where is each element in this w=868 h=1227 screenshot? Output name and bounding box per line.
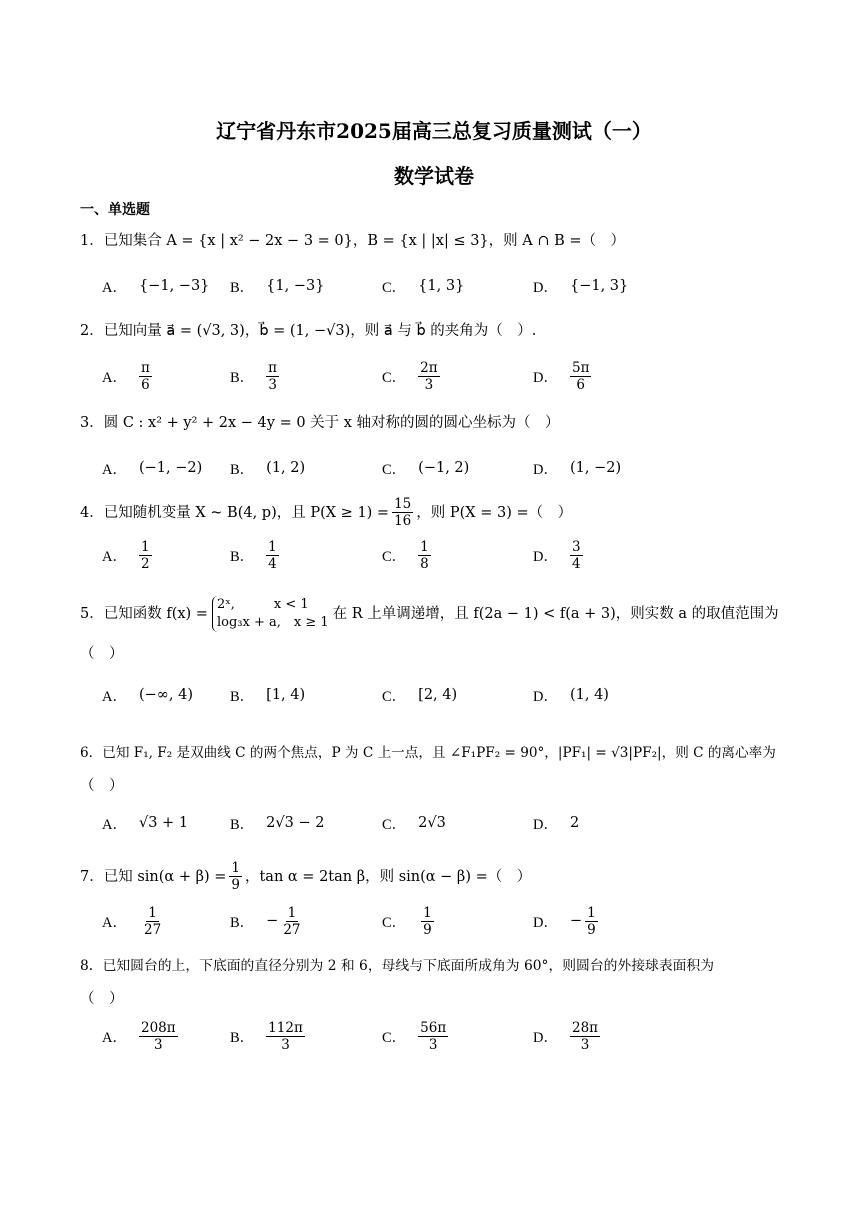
option-text: 2 xyxy=(569,815,580,831)
fraction xyxy=(570,539,583,572)
option-c[interactable] xyxy=(382,1018,448,1054)
question-8 xyxy=(80,955,790,1054)
denominator: 2 xyxy=(140,555,150,572)
question-text: 已知函数 f(x) = xyxy=(103,606,208,622)
numerator: 1 xyxy=(287,904,297,921)
fraction xyxy=(266,1020,305,1053)
denominator: 9 xyxy=(231,877,240,893)
question-number: 7． xyxy=(80,868,104,885)
denominator: 6 xyxy=(141,376,150,393)
option-label: C． xyxy=(382,279,407,296)
exam-title: 辽宁省丹东市2025届高三总复习质量测试（一） xyxy=(216,119,652,143)
fraction xyxy=(139,539,152,572)
numerator: 56π xyxy=(420,1019,447,1036)
option-label: A． xyxy=(102,914,127,931)
question-text: 在 R 上单调递增，且 f(2a − 1) < f(a + 3)，则实数 a 的取值范围为 xyxy=(332,606,779,622)
question-text: 已知向量 a⃗ = (√3, 3)，b⃗ = (1, −√3)，则 a⃗ 与 b⃗ 的夹角为（ ）. xyxy=(103,323,537,339)
numerator: π xyxy=(140,359,150,376)
option-label: C． xyxy=(382,548,407,565)
option-a[interactable] xyxy=(102,537,152,573)
option-b[interactable] xyxy=(230,677,305,713)
fraction xyxy=(421,905,434,938)
option-label: A． xyxy=(102,461,127,478)
fraction xyxy=(281,905,302,938)
denominator: 3 xyxy=(424,376,434,393)
option-c[interactable] xyxy=(382,903,434,939)
question-text: 已知随机变量 X ~ B(4, p)，且 P(X ≥ 1) = xyxy=(103,504,390,521)
question-3 xyxy=(80,412,790,486)
option-label: A． xyxy=(102,279,127,296)
option-b[interactable] xyxy=(230,268,324,304)
option-b[interactable] xyxy=(230,450,305,486)
denominator: 4 xyxy=(268,555,277,572)
option-label: D． xyxy=(533,369,558,386)
option-row xyxy=(80,903,790,939)
option-text: (1, 2) xyxy=(266,460,306,476)
option-c[interactable] xyxy=(382,450,469,486)
question-stem xyxy=(80,742,790,764)
option-b[interactable] xyxy=(230,358,279,394)
option-label: A． xyxy=(102,548,127,565)
option-text: 2√3 − 2 xyxy=(266,815,325,831)
numerator: 208π xyxy=(140,1019,176,1036)
question-4 xyxy=(80,496,790,573)
question-2 xyxy=(80,320,790,394)
question-text: ，则 P(X = 3) =（ ） xyxy=(416,504,573,521)
option-label: D． xyxy=(533,548,558,565)
numerator: 1 xyxy=(268,538,277,555)
option-row xyxy=(80,805,790,841)
option-text: (1, −2) xyxy=(569,460,622,476)
option-d[interactable] xyxy=(533,805,579,841)
option-text: (−1, 2) xyxy=(418,460,470,476)
option-label: B． xyxy=(230,816,255,833)
fraction xyxy=(229,860,242,893)
case-line: 2ˣ, x < 1 xyxy=(216,597,309,612)
option-a[interactable] xyxy=(102,450,202,486)
option-label: D． xyxy=(533,914,558,931)
denominator: 3 xyxy=(154,1036,163,1053)
numerator: 28π xyxy=(571,1019,599,1036)
option-a[interactable] xyxy=(102,677,193,713)
option-label: C． xyxy=(382,461,407,478)
denominator: 3 xyxy=(580,1036,590,1053)
denominator: 27 xyxy=(143,921,162,938)
option-label: B． xyxy=(230,1029,255,1046)
option-d[interactable] xyxy=(533,450,621,486)
fraction xyxy=(139,360,152,393)
option-d[interactable] xyxy=(533,537,583,573)
exam-subtitle: 数学试卷 xyxy=(394,164,474,188)
option-d[interactable] xyxy=(533,677,609,713)
option-c[interactable] xyxy=(382,537,431,573)
question-number: 8． xyxy=(80,958,103,974)
option-text: {−1, −3} xyxy=(138,278,210,294)
question-stem xyxy=(80,955,790,977)
option-label: A． xyxy=(102,369,127,386)
option-d[interactable] xyxy=(533,903,598,939)
option-row xyxy=(80,677,790,713)
denominator: 9 xyxy=(587,921,596,938)
case-line: log₃x + a, x ≥ 1 xyxy=(216,615,329,630)
option-text: [2, 4) xyxy=(418,687,458,703)
fraction xyxy=(142,905,163,938)
numerator: π xyxy=(268,359,278,376)
option-label: C． xyxy=(382,688,407,705)
option-text: {1, 3} xyxy=(418,278,465,294)
option-text: (−∞, 4) xyxy=(138,687,193,703)
option-label: A． xyxy=(102,1029,127,1046)
numerator: 1 xyxy=(587,904,596,921)
option-a[interactable] xyxy=(102,358,152,394)
option-text: (−1, −2) xyxy=(138,460,203,476)
option-label: C． xyxy=(382,914,407,931)
option-text: 2√3 xyxy=(418,815,446,831)
option-a[interactable] xyxy=(102,805,188,841)
fraction xyxy=(139,1020,178,1053)
question-1 xyxy=(80,230,790,304)
option-text: (1, 4) xyxy=(569,687,609,703)
numerator: 15 xyxy=(394,496,412,512)
question-stem xyxy=(80,412,790,434)
option-label: A． xyxy=(102,816,127,833)
fraction xyxy=(418,360,439,393)
numerator: 1 xyxy=(423,904,432,921)
option-a[interactable] xyxy=(102,1018,178,1054)
fraction xyxy=(418,539,431,572)
fraction xyxy=(585,905,598,938)
option-label: B． xyxy=(230,688,255,705)
fraction xyxy=(392,496,413,529)
minus-sign: − xyxy=(569,913,583,929)
option-label: D． xyxy=(533,816,558,833)
denominator: 3 xyxy=(281,1036,290,1053)
option-label: B． xyxy=(230,369,255,386)
option-row xyxy=(80,1018,790,1054)
question-text: 已知集合 A = {x | x² − 2x − 3 = 0}，B = {x | |x| ≤ 3}，则 A ∩ B =（ ） xyxy=(103,233,626,249)
numerator: 2π xyxy=(420,359,438,376)
option-c[interactable] xyxy=(382,805,446,841)
option-a[interactable] xyxy=(102,268,209,304)
fraction xyxy=(418,1020,448,1053)
question-text: ，tan α = 2tan β，则 sin(α − β) =（ ） xyxy=(244,868,532,885)
denominator: 6 xyxy=(576,376,586,393)
option-d[interactable] xyxy=(533,1018,600,1054)
minus-sign: − xyxy=(266,913,279,929)
option-a[interactable] xyxy=(102,903,163,939)
question-7 xyxy=(80,860,790,939)
answer-paren: （ ） xyxy=(80,646,124,662)
question-text: 圆 C : x² + y² + 2x − 4y = 0 关于 x 轴对称的圆的圆心坐标为（ ） xyxy=(103,415,560,431)
option-c[interactable] xyxy=(382,358,440,394)
fraction xyxy=(266,539,279,572)
denominator: 8 xyxy=(420,555,429,572)
piecewise-brace xyxy=(212,596,329,632)
denominator: 4 xyxy=(571,555,581,572)
numerator: 1 xyxy=(420,538,429,555)
option-b[interactable] xyxy=(230,537,279,573)
option-label: B． xyxy=(230,914,255,931)
numerator: 1 xyxy=(140,538,150,555)
option-row xyxy=(80,450,790,486)
answer-paren: （ ） xyxy=(80,991,124,1007)
question-6 xyxy=(80,742,790,841)
question-stem xyxy=(80,596,790,632)
option-row xyxy=(80,268,790,304)
numerator: 1 xyxy=(148,904,157,921)
denominator: 3 xyxy=(428,1036,438,1053)
option-label: B． xyxy=(230,461,255,478)
question-text: 已知 sin(α + β) = xyxy=(103,868,227,885)
option-label: B． xyxy=(230,279,255,296)
question-stem xyxy=(80,320,790,342)
option-label: C． xyxy=(382,816,407,833)
answer-paren: （ ） xyxy=(80,778,124,794)
denominator: 27 xyxy=(283,921,301,938)
option-row xyxy=(80,358,790,394)
question-number: 4． xyxy=(80,504,104,521)
option-label: D． xyxy=(533,1029,558,1046)
question-number: 2． xyxy=(80,323,104,339)
numerator: 1 xyxy=(231,860,240,876)
denominator: 3 xyxy=(268,376,277,393)
denominator: 16 xyxy=(394,513,412,529)
option-label: D． xyxy=(533,688,558,705)
option-label: D． xyxy=(533,279,558,296)
fraction xyxy=(570,360,591,393)
denominator: 9 xyxy=(423,921,432,938)
question-text: 已知圆台的上，下底面的直径分别为 2 和 6，母线与下底面所成角为 60°，则圆台的外接球表面积为 xyxy=(102,958,715,974)
option-text: {1, −3} xyxy=(266,278,325,294)
option-text: [1, 4) xyxy=(266,687,306,703)
section-heading: 一、单选题 xyxy=(80,202,150,218)
option-label: C． xyxy=(382,369,407,386)
question-number: 6． xyxy=(80,745,103,761)
question-stem xyxy=(80,496,790,529)
question-number: 3． xyxy=(80,415,104,431)
option-text: {−1, 3} xyxy=(569,278,629,294)
option-label: B． xyxy=(230,548,255,565)
question-stem xyxy=(80,230,790,252)
numerator: 3 xyxy=(571,538,581,555)
fraction xyxy=(570,1020,600,1053)
option-b[interactable] xyxy=(230,903,303,939)
fraction xyxy=(266,360,279,393)
option-label: C． xyxy=(382,1029,407,1046)
option-d[interactable] xyxy=(533,358,591,394)
option-label: D． xyxy=(533,461,558,478)
option-text: √3 + 1 xyxy=(138,815,189,831)
option-row xyxy=(80,537,790,573)
option-c[interactable] xyxy=(382,677,457,713)
question-number: 5． xyxy=(80,606,104,622)
option-c[interactable] xyxy=(382,268,464,304)
numerator: 5π xyxy=(571,359,590,376)
question-5 xyxy=(80,596,790,713)
option-b[interactable] xyxy=(230,1018,305,1054)
option-label: A． xyxy=(102,688,127,705)
question-number: 1． xyxy=(80,233,104,249)
option-b[interactable] xyxy=(230,805,324,841)
numerator: 112π xyxy=(268,1019,303,1036)
option-d[interactable] xyxy=(533,268,628,304)
question-stem xyxy=(80,860,790,893)
question-text: 已知 F₁, F₂ 是双曲线 C 的两个焦点，P 为 C 上一点，且 ∠F₁PF₂ = 90°，|PF₁| = √3|PF₂|，则 C 的离心率为 xyxy=(102,745,776,761)
